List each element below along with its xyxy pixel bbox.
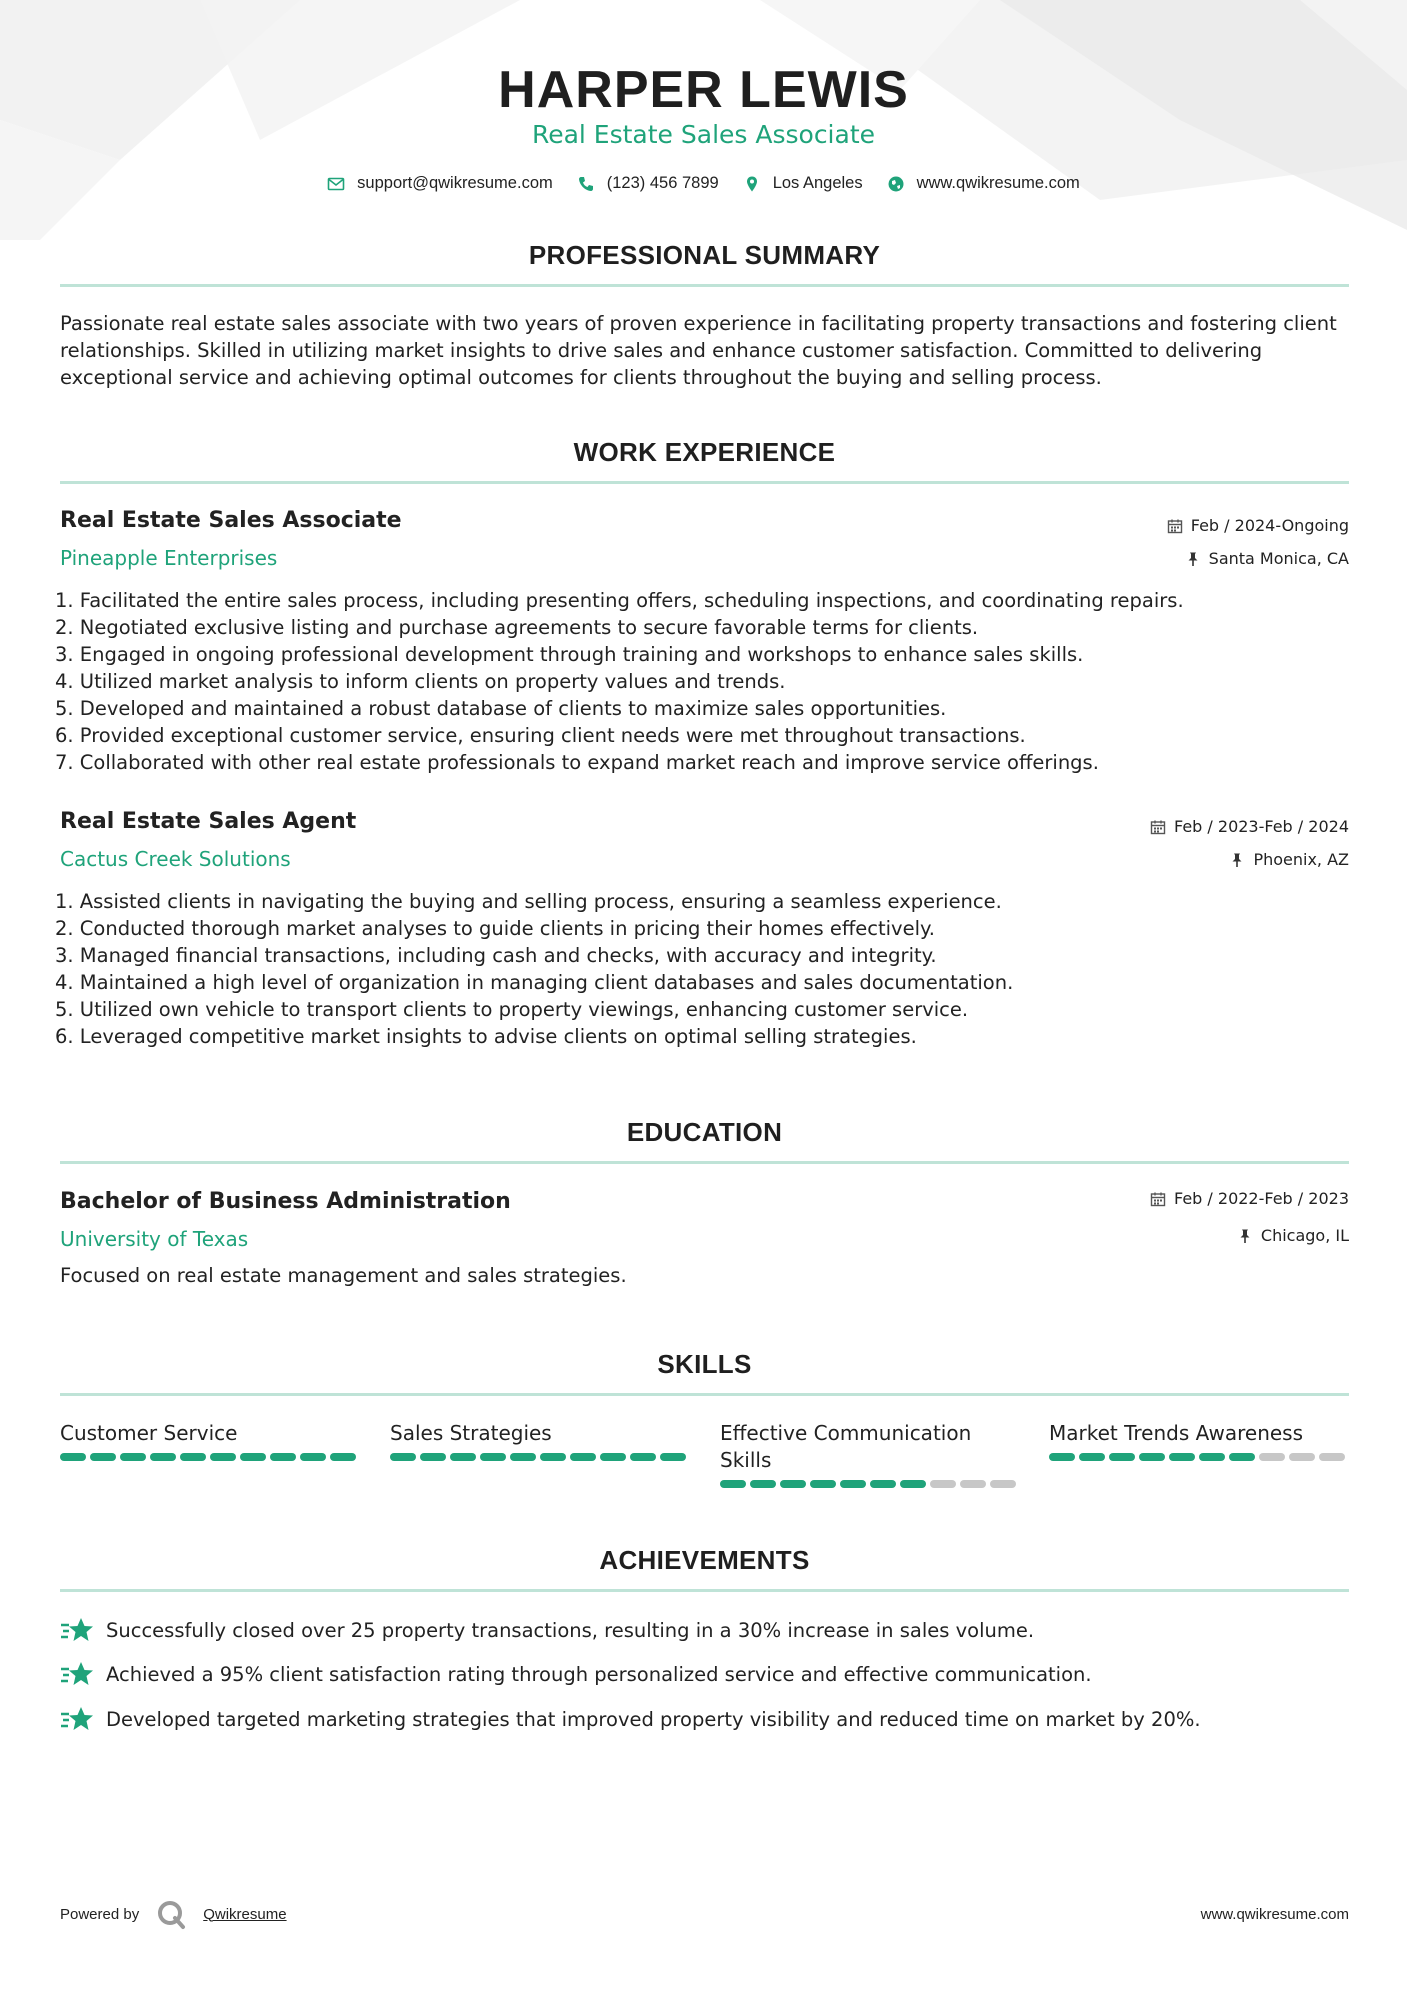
rating-segment-filled [1199, 1453, 1225, 1461]
rating-segment-filled [1229, 1453, 1255, 1461]
skills-grid [60, 1420, 1349, 1510]
job-2-company: Cactus Creek Solutions [60, 847, 291, 871]
list-item: 3. Managed financial transactions, including cash and checks, with accuracy and integrity. [55, 944, 937, 967]
footer-powered-by [60, 1898, 287, 1930]
rating-segment-filled [450, 1453, 476, 1461]
rating-segment-filled [420, 1453, 446, 1461]
achievement-text: Successfully closed over 25 property transactions, resulting in a 30% increase in sales volume. [106, 1618, 1035, 1642]
phone-icon [577, 175, 595, 193]
rating-segment-filled [810, 1480, 836, 1488]
job-1-dates [1167, 516, 1349, 535]
rating-segment-filled [180, 1453, 206, 1461]
summary-heading: PROFESSIONAL SUMMARY [528, 240, 881, 270]
list-item: 2. Conducted thorough market analyses to guide clients in pricing their homes effectively. [55, 917, 935, 940]
skill-rating-bar [60, 1453, 360, 1461]
list-item: 4. Maintained a high level of organization in managing client databases and sales documentation. [55, 971, 1014, 994]
skill-rating-bar [1049, 1453, 1349, 1461]
rating-segment-filled [150, 1453, 176, 1461]
rating-segment-filled [270, 1453, 296, 1461]
qwikresume-link[interactable]: Qwikresume [203, 1905, 287, 1923]
footer-website-link[interactable]: www.qwikresume.com [1200, 1906, 1349, 1923]
education-dates [1150, 1189, 1349, 1208]
rating-segment-filled [120, 1453, 146, 1461]
rating-segment-filled [510, 1453, 536, 1461]
pushpin-icon [1229, 852, 1245, 868]
rating-segment-filled [660, 1453, 686, 1461]
list-item: 4. Utilized market analysis to inform clients on property values and trends. [55, 670, 786, 693]
skills-heading: SKILLS [657, 1349, 752, 1379]
education-location-text: Chicago, IL [1260, 1226, 1349, 1245]
rating-segment-filled [870, 1480, 896, 1488]
job-2-dates-text: Feb / 2023-Feb / 2024 [1174, 817, 1349, 836]
rating-segment-filled [330, 1453, 356, 1461]
job-1-location [1185, 549, 1349, 568]
qwikresume-logo-icon [155, 1898, 187, 1930]
contact-bar [0, 174, 1407, 193]
job-1-company: Pineapple Enterprises [60, 546, 278, 570]
rating-segment-empty [990, 1480, 1016, 1488]
rating-segment-filled [1139, 1453, 1165, 1461]
contact-phone[interactable] [577, 174, 719, 193]
achievements-divider [60, 1589, 1349, 1592]
education-degree: Bachelor of Business Administration [60, 1189, 511, 1214]
rating-segment-filled [390, 1453, 416, 1461]
list-item: 7. Collaborated with other real estate professionals to expand market reach and improve service offerings. [55, 751, 1099, 774]
list-item: 6. Leveraged competitive market insights to advise clients on optimal selling strategies. [55, 1025, 917, 1048]
star-icon [60, 1660, 94, 1688]
candidate-name: HARPER LEWIS [498, 61, 909, 119]
rating-segment-filled [630, 1453, 656, 1461]
skill-name: Market Trends Awareness [1049, 1421, 1304, 1445]
pushpin-icon [1237, 1228, 1253, 1244]
education-divider [60, 1161, 1349, 1164]
calendar-icon [1150, 1191, 1166, 1207]
rating-segment-filled [750, 1480, 776, 1488]
education-description: Focused on real estate management and sales strategies. [60, 1264, 627, 1287]
rating-segment-filled [900, 1480, 926, 1488]
rating-segment-filled [480, 1453, 506, 1461]
rating-segment-filled [1109, 1453, 1135, 1461]
rating-segment-filled [840, 1480, 866, 1488]
star-icon [60, 1616, 94, 1644]
job-2-location [1229, 850, 1349, 869]
rating-segment-empty [960, 1480, 986, 1488]
skill-customer-service [60, 1420, 360, 1461]
summary-text: Passionate real estate sales associate with two years of proven experience in facilitating property transactions and fostering client relationships. Skilled in utilizing market insights to drive sales and enhance customer satisfaction. Committed to delivering exceptional service and achieving optimal outcomes for clients throughout the buying and selling process. [60, 312, 1337, 389]
job-2-location-text: Phoenix, AZ [1253, 850, 1349, 869]
rating-segment-filled [1049, 1453, 1075, 1461]
achievements-heading: ACHIEVEMENTS [599, 1545, 810, 1575]
contact-location [743, 174, 863, 193]
job-2-title: Real Estate Sales Agent [60, 809, 357, 834]
job-1-location-text: Santa Monica, CA [1208, 549, 1349, 568]
rating-segment-filled [600, 1453, 626, 1461]
rating-segment-filled [720, 1480, 746, 1488]
star-icon [60, 1705, 94, 1733]
calendar-icon [1167, 518, 1183, 534]
calendar-icon [1150, 819, 1166, 835]
contact-email[interactable] [327, 174, 553, 193]
list-item: 6. Provided exceptional customer service, ensuring client needs were met throughout transactions. [55, 724, 1026, 747]
job-1-title: Real Estate Sales Associate [60, 508, 402, 533]
contact-website[interactable] [887, 174, 1080, 193]
rating-segment-empty [930, 1480, 956, 1488]
globe-icon [887, 175, 905, 193]
skill-rating-bar [390, 1453, 690, 1461]
rating-segment-filled [210, 1453, 236, 1461]
rating-segment-filled [300, 1453, 326, 1461]
rating-segment-filled [60, 1453, 86, 1461]
rating-segment-filled [1169, 1453, 1195, 1461]
education-dates-text: Feb / 2022-Feb / 2023 [1174, 1189, 1349, 1208]
list-item: 1. Facilitated the entire sales process, including presenting offers, scheduling inspections, and coordinating repairs. [55, 589, 1184, 612]
skill-name: Effective Communication Skills [720, 1421, 972, 1472]
skill-rating-bar [720, 1480, 1020, 1488]
experience-divider [60, 481, 1349, 484]
achievement-item [60, 1660, 1092, 1688]
list-item: 1. Assisted clients in navigating the buying and selling process, ensuring a seamless experience. [55, 890, 1002, 913]
map-pin-icon [743, 175, 761, 193]
list-item: 5. Developed and maintained a robust database of clients to maximize sales opportunities. [55, 697, 947, 720]
rating-segment-filled [90, 1453, 116, 1461]
job-2-dates [1150, 817, 1349, 836]
education-heading: EDUCATION [626, 1117, 783, 1147]
rating-segment-empty [1289, 1453, 1315, 1461]
skill-market-trends [1049, 1420, 1349, 1461]
job-1-responsibilities [55, 587, 1184, 776]
rating-segment-filled [540, 1453, 566, 1461]
rating-segment-empty [1319, 1453, 1345, 1461]
skill-name: Customer Service [60, 1421, 238, 1445]
contact-website-text: www.qwikresume.com [916, 174, 1080, 192]
list-item: 3. Engaged in ongoing professional development through training and workshops to enhance sales skills. [55, 643, 1084, 666]
achievement-text: Achieved a 95% client satisfaction rating through personalized service and effective communication. [106, 1662, 1092, 1686]
skill-name: Sales Strategies [390, 1421, 552, 1445]
education-location [1237, 1226, 1349, 1245]
list-item: 2. Negotiated exclusive listing and purchase agreements to secure favorable terms for clients. [55, 616, 979, 639]
achievement-text: Developed targeted marketing strategies that improved property visibility and reduced time on market by 20%. [106, 1707, 1201, 1731]
contact-email-text: support@qwikresume.com [357, 174, 553, 192]
list-item: 5. Utilized own vehicle to transport clients to property viewings, enhancing customer service. [55, 998, 969, 1021]
skill-effective-communication [720, 1420, 1020, 1488]
skill-sales-strategies [390, 1420, 690, 1461]
candidate-title: Real Estate Sales Associate [531, 120, 876, 149]
rating-segment-filled [1079, 1453, 1105, 1461]
rating-segment-empty [1259, 1453, 1285, 1461]
rating-segment-filled [780, 1480, 806, 1488]
contact-phone-text: (123) 456 7899 [606, 174, 719, 192]
experience-heading: WORK EXPERIENCE [573, 437, 836, 467]
achievement-item [60, 1705, 1201, 1733]
pushpin-icon [1185, 551, 1201, 567]
powered-by-label: Powered by [60, 1905, 140, 1923]
envelope-icon [327, 175, 345, 193]
education-school: University of Texas [60, 1227, 249, 1251]
skills-divider [60, 1393, 1349, 1396]
summary-divider [60, 284, 1349, 287]
job-1-dates-text: Feb / 2024-Ongoing [1190, 516, 1349, 535]
contact-location-text: Los Angeles [772, 174, 863, 192]
rating-segment-filled [570, 1453, 596, 1461]
job-2-responsibilities [55, 888, 1013, 1050]
achievement-item [60, 1616, 1034, 1644]
rating-segment-filled [240, 1453, 266, 1461]
